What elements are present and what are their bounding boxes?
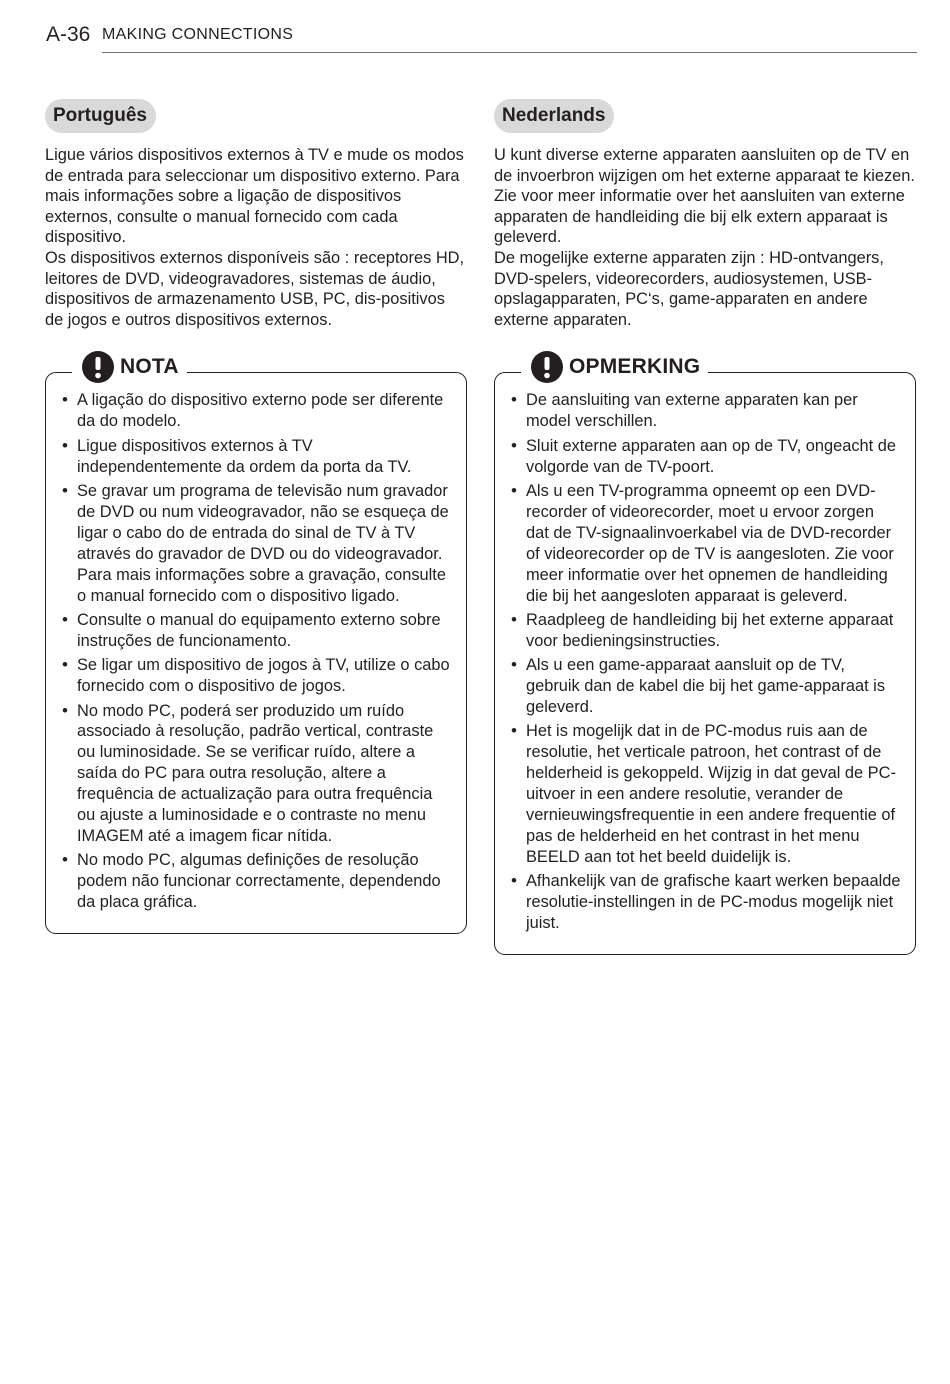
exclamation-icon bbox=[82, 351, 114, 383]
intro-paragraph: U kunt diverse externe apparaten aansluiten op de TV en de invoerbron wijzigen om het externe apparaat te kiezen. Zie voor meer informatie over het aansluiten van externe apparaten de handleiding die bij elk extern apparaat is geleverd. bbox=[494, 146, 915, 247]
language-label: Nederlands bbox=[494, 99, 614, 133]
note-item: • Ligue dispositivos externos à TV independentemente da ordem da porta da TV. bbox=[62, 436, 452, 478]
header-rule bbox=[102, 52, 917, 53]
column-dutch bbox=[494, 99, 916, 955]
exclamation-icon bbox=[531, 351, 563, 383]
note-item: • De aansluiting van externe apparaten kan per model verschillen. bbox=[511, 390, 901, 432]
page-header bbox=[46, 22, 917, 54]
note-item: • Als u een TV-programma opneemt op een DVD-recorder of videorecorder, moet u ervoor zorgen dat de TV-signaalinvoerkabel via de DVD-recorder of videorecorder op de TV is aangesloten. Zie voor meer informatie over het opnemen de handleiding die bij het aangesloten apparaat is geleverd. bbox=[511, 481, 901, 606]
note-item: • A ligação do dispositivo externo pode ser diferente da do modelo. bbox=[62, 390, 452, 432]
note-item: • Als u een game-apparaat aansluit op de TV, gebruik dan de kabel die bij het game-apparaat is geleverd. bbox=[511, 655, 901, 718]
note-item: • No modo PC, algumas definições de resolução podem não funcionar correctamente, dependendo da placa gráfica. bbox=[62, 850, 452, 913]
intro-text bbox=[45, 145, 467, 330]
intro-paragraph: Os dispositivos externos disponíveis são : receptores HD, leitores de DVD, videogravadores, sistemas de áudio, dispositivos de armazenamento USB, PC, dis-positivos de jogos e outros dispositivos externos. bbox=[45, 248, 465, 329]
column-portuguese bbox=[45, 99, 467, 934]
note-title: OPMERKING bbox=[569, 355, 701, 379]
note-item: • Raadpleeg de handleiding bij het externe apparaat voor bedieningsinstructies. bbox=[511, 610, 901, 652]
section-title: MAKING CONNECTIONS bbox=[102, 26, 294, 43]
intro-text bbox=[494, 145, 916, 330]
note-item: • Sluit externe apparaten aan op de TV, ongeacht de volgorde van de TV-poort. bbox=[511, 436, 901, 478]
note-list bbox=[62, 390, 452, 913]
note-heading bbox=[521, 350, 708, 384]
note-item: • Consulte o manual do equipamento externo sobre instruções de funcionamento. bbox=[62, 610, 452, 652]
note-item: • Afhankelijk van de grafische kaart werken bepaalde resolutie-instellingen in de PC-modus mogelijk niet juist. bbox=[511, 871, 901, 934]
page-number: A-36 bbox=[46, 23, 91, 46]
note-item: • Se gravar um programa de televisão num gravador de DVD ou num videogravador, não se esqueça de ligar o cabo do de entrada do sinal de TV à TV através do gravador de DVD ou do videogravador. Para mais informações sobre a gravação, consulte o manual fornecido com o dispositivo ligado. bbox=[62, 481, 452, 606]
note-item: • Se ligar um dispositivo de jogos à TV, utilize o cabo fornecido com o dispositivo de jogos. bbox=[62, 655, 452, 697]
note-box bbox=[45, 355, 467, 933]
note-heading bbox=[72, 350, 187, 384]
note-item: • No modo PC, poderá ser produzido um ruído associado à resolução, padrão vertical, contraste ou luminosidade. Se se verificar ruído, altere a saída do PC para outra resolução, altere a frequência de actualização para outra frequência ou ajuste a luminosidade e o contraste no menu IMAGEM até a imagem ficar nítida. bbox=[62, 701, 452, 847]
note-box bbox=[494, 355, 916, 954]
intro-paragraph: De mogelijke externe apparaten zijn : HD-ontvangers, DVD-spelers, videorecorders, audiosystemen, USB-opslagapparaten, PC‘s, game-apparaten en andere externe apparaten. bbox=[494, 248, 884, 329]
note-item: • Het is mogelijk dat in de PC-modus ruis aan de resolutie, het verticale patroon, het contrast of de helderheid is gekoppeld. Wijzig in dat geval de PC-uitvoer in een andere resolutie, verander de vernieuwingsfrequentie in een andere frequentie of pas de helderheid en het contrast in het menu BEELD aan tot het beeld duidelijk is. bbox=[511, 721, 901, 867]
language-label: Português bbox=[45, 99, 156, 133]
note-list bbox=[511, 390, 901, 934]
intro-paragraph: Ligue vários dispositivos externos à TV e mude os modos de entrada para seleccionar um dispositivo externo. Para mais informações sobre a ligação de dispositivos externos, consulte o manual fornecido com cada dispositivo. bbox=[45, 146, 464, 247]
note-title: NOTA bbox=[120, 355, 179, 379]
